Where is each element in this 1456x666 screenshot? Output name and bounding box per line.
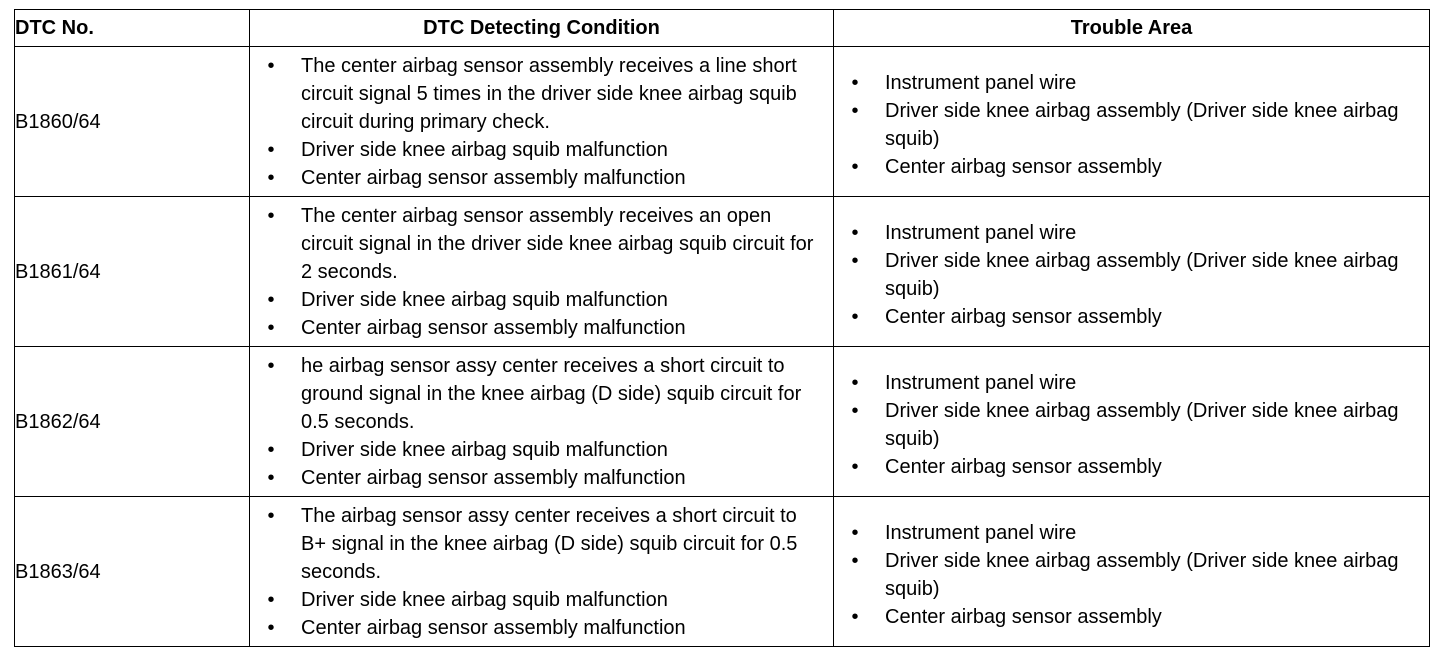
trouble-area-cell bbox=[834, 347, 1430, 497]
trouble-area-text: Instrument panel wire bbox=[885, 221, 1077, 244]
table-header bbox=[15, 10, 1430, 47]
trouble-area-item bbox=[834, 69, 1429, 97]
trouble-area-item bbox=[834, 369, 1429, 397]
trouble-area-item bbox=[834, 247, 1429, 303]
trouble-area-text: Instrument panel wire bbox=[885, 371, 1077, 394]
condition-item bbox=[250, 136, 833, 164]
header-row bbox=[15, 10, 1430, 47]
condition-text: Driver side knee airbag squib malfunction bbox=[301, 288, 668, 311]
condition-item bbox=[250, 52, 833, 136]
condition-item bbox=[250, 586, 833, 614]
trouble-area-text: Center airbag sensor assembly bbox=[885, 305, 1162, 328]
condition-item bbox=[250, 436, 833, 464]
condition-text: Center airbag sensor assembly malfunction bbox=[301, 466, 686, 489]
condition-item bbox=[250, 614, 833, 642]
condition-text: The center airbag sensor assembly receives an open circuit signal in the driver side knee airbag squib circuit for 2 seconds. bbox=[301, 204, 814, 283]
dtc-code: B1860/64 bbox=[15, 110, 101, 133]
trouble-area-text: Driver side knee airbag assembly (Driver side knee airbag squib) bbox=[885, 399, 1399, 450]
condition-text: The airbag sensor assy center receives a short circuit to B+ signal in the knee airbag (D side) squib circuit for 0.5 seconds. bbox=[301, 504, 798, 583]
bullet-icon: • bbox=[851, 155, 859, 178]
condition-text: The center airbag sensor assembly receives a line short circuit signal 5 times in the driver side knee airbag squib circuit during primary check. bbox=[301, 54, 797, 133]
condition-text: Driver side knee airbag squib malfunction bbox=[301, 138, 668, 161]
bullet-icon: • bbox=[267, 438, 275, 461]
condition-item bbox=[250, 502, 833, 586]
bullet-icon: • bbox=[267, 466, 275, 489]
trouble-area-item bbox=[834, 603, 1429, 631]
dtc-code: B1862/64 bbox=[15, 410, 101, 433]
trouble-area-text: Instrument panel wire bbox=[885, 521, 1077, 544]
dtc-table bbox=[14, 9, 1430, 647]
dtc-code-cell bbox=[15, 497, 250, 647]
bullet-icon: • bbox=[851, 605, 859, 628]
trouble-area-item bbox=[834, 153, 1429, 181]
trouble-area-item bbox=[834, 519, 1429, 547]
detecting-condition-cell bbox=[250, 47, 834, 197]
trouble-area-item bbox=[834, 453, 1429, 481]
header-dtc-no: DTC No. bbox=[15, 10, 250, 47]
dtc-code-cell bbox=[15, 347, 250, 497]
bullet-icon: • bbox=[851, 249, 859, 272]
bullet-icon: • bbox=[267, 616, 275, 639]
bullet-icon: • bbox=[851, 455, 859, 478]
bullet-icon: • bbox=[267, 354, 275, 377]
condition-list bbox=[250, 199, 833, 345]
table-row bbox=[15, 347, 1430, 497]
condition-list bbox=[250, 349, 833, 495]
trouble-area-item bbox=[834, 97, 1429, 153]
dtc-code-cell bbox=[15, 47, 250, 197]
condition-item bbox=[250, 352, 833, 436]
condition-text: Driver side knee airbag squib malfunction bbox=[301, 438, 668, 461]
trouble-area-list bbox=[834, 63, 1429, 181]
dtc-code-cell bbox=[15, 197, 250, 347]
bullet-icon: • bbox=[267, 288, 275, 311]
condition-text: Center airbag sensor assembly malfunction bbox=[301, 166, 686, 189]
table-row bbox=[15, 497, 1430, 647]
condition-item bbox=[250, 314, 833, 342]
condition-text: Center airbag sensor assembly malfunction bbox=[301, 616, 686, 639]
bullet-icon: • bbox=[267, 204, 275, 227]
bullet-icon: • bbox=[267, 504, 275, 527]
trouble-area-text: Center airbag sensor assembly bbox=[885, 605, 1162, 628]
condition-list bbox=[250, 49, 833, 195]
trouble-area-cell bbox=[834, 197, 1430, 347]
dtc-code: B1861/64 bbox=[15, 260, 101, 283]
bullet-icon: • bbox=[267, 588, 275, 611]
trouble-area-text: Center airbag sensor assembly bbox=[885, 155, 1162, 178]
trouble-area-item bbox=[834, 547, 1429, 603]
condition-text: he airbag sensor assy center receives a short circuit to ground signal in the knee airbag (D side) squib circuit for 0.5 seconds. bbox=[301, 354, 802, 433]
condition-item bbox=[250, 164, 833, 192]
detecting-condition-cell bbox=[250, 197, 834, 347]
dtc-code: B1863/64 bbox=[15, 560, 101, 583]
trouble-area-text: Driver side knee airbag assembly (Driver side knee airbag squib) bbox=[885, 249, 1399, 300]
bullet-icon: • bbox=[851, 399, 859, 422]
detecting-condition-cell bbox=[250, 347, 834, 497]
bullet-icon: • bbox=[851, 549, 859, 572]
trouble-area-cell bbox=[834, 497, 1430, 647]
bullet-icon: • bbox=[851, 71, 859, 94]
bullet-icon: • bbox=[851, 305, 859, 328]
trouble-area-list bbox=[834, 213, 1429, 331]
detecting-condition-cell bbox=[250, 497, 834, 647]
table-row bbox=[15, 197, 1430, 347]
bullet-icon: • bbox=[851, 521, 859, 544]
trouble-area-item bbox=[834, 219, 1429, 247]
header-dtc-detecting-condition: DTC Detecting Condition bbox=[250, 10, 834, 47]
bullet-icon: • bbox=[851, 99, 859, 122]
trouble-area-text: Instrument panel wire bbox=[885, 71, 1077, 94]
bullet-icon: • bbox=[267, 54, 275, 77]
trouble-area-list bbox=[834, 513, 1429, 631]
condition-item bbox=[250, 286, 833, 314]
condition-text: Driver side knee airbag squib malfunction bbox=[301, 588, 668, 611]
bullet-icon: • bbox=[851, 221, 859, 244]
condition-text: Center airbag sensor assembly malfunction bbox=[301, 316, 686, 339]
trouble-area-item bbox=[834, 303, 1429, 331]
header-trouble-area: Trouble Area bbox=[834, 10, 1430, 47]
trouble-area-text: Driver side knee airbag assembly (Driver side knee airbag squib) bbox=[885, 549, 1399, 600]
trouble-area-item bbox=[834, 397, 1429, 453]
bullet-icon: • bbox=[267, 166, 275, 189]
condition-list bbox=[250, 499, 833, 645]
trouble-area-cell bbox=[834, 47, 1430, 197]
bullet-icon: • bbox=[267, 138, 275, 161]
trouble-area-text: Driver side knee airbag assembly (Driver side knee airbag squib) bbox=[885, 99, 1399, 150]
bullet-icon: • bbox=[267, 316, 275, 339]
bullet-icon: • bbox=[851, 371, 859, 394]
trouble-area-list bbox=[834, 363, 1429, 481]
table-row bbox=[15, 47, 1430, 197]
condition-item bbox=[250, 464, 833, 492]
table-body bbox=[15, 47, 1430, 647]
trouble-area-text: Center airbag sensor assembly bbox=[885, 455, 1162, 478]
condition-item bbox=[250, 202, 833, 286]
